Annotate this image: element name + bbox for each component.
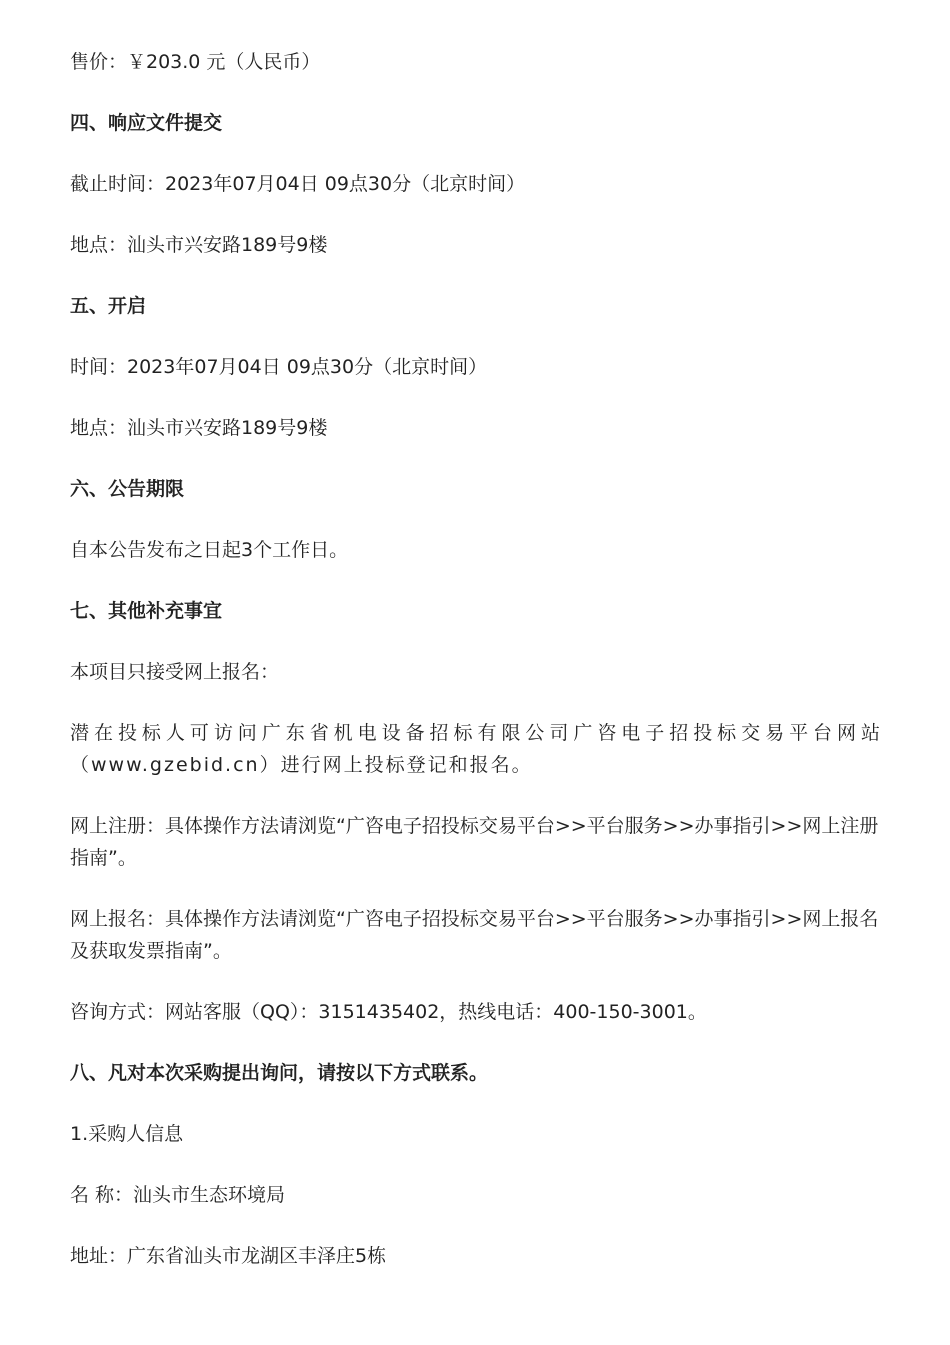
section-heading-other-matters: 七、其他补充事宜 <box>70 600 223 622</box>
buyer-name-text: 名 称：汕头市生态环境局 <box>70 1184 286 1206</box>
section-heading-opening: 五、开启 <box>70 295 147 317</box>
online-only-text: 本项目只接受网上报名： <box>70 661 280 683</box>
section-heading-notice-period: 六、公告期限 <box>70 478 185 500</box>
submission-location-text: 地点：汕头市兴安路189号9楼 <box>70 234 328 256</box>
buyer-info-heading: 1.采购人信息 <box>70 1123 184 1145</box>
section-heading-submission: 四、响应文件提交 <box>70 112 223 134</box>
consultation-text: 咨询方式：网站客服（QQ）：3151435402，热线电话：400-150-3001。 <box>70 1001 707 1023</box>
notice-period-text: 自本公告发布之日起3个工作日。 <box>70 539 349 561</box>
buyer-address-text: 地址：广东省汕头市龙湖区丰泽庄5栋 <box>70 1245 387 1267</box>
submission-deadline-text: 截止时间：2023年07月04日 09点30分（北京时间） <box>70 173 526 195</box>
online-signup-paragraph: 网上报名：具体操作方法请浏览“广咨电子招投标交易平台>>平台服务>>办事指引>>网上报名及获取发票指南”。 <box>70 908 879 962</box>
opening-time-text: 时间：2023年07月04日 09点30分（北京时间） <box>70 356 488 378</box>
price-text: 售价：￥203.0 元（人民币） <box>70 51 321 73</box>
section-heading-contact: 八、凡对本次采购提出询问，请按以下方式联系。 <box>70 1062 489 1084</box>
visit-site-paragraph: 潜在投标人可访问广东省机电设备招标有限公司广咨电子招投标交易平台网站（www.gzebid.cn）进行网上投标登记和报名。 <box>70 722 882 776</box>
online-register-paragraph: 网上注册：具体操作方法请浏览“广咨电子招投标交易平台>>平台服务>>办事指引>>网上注册指南”。 <box>70 815 879 869</box>
opening-location-text: 地点：汕头市兴安路189号9楼 <box>70 417 328 439</box>
